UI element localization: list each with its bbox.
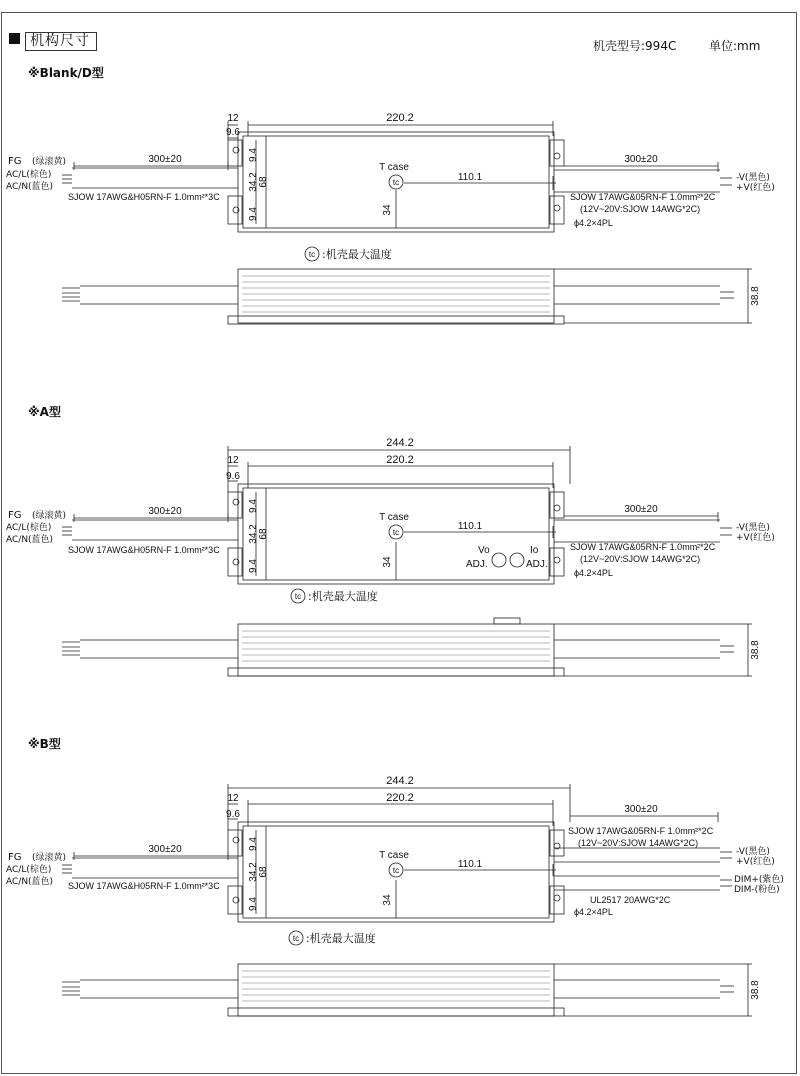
dim-total-length: 244.2 [386, 437, 414, 449]
hole-spec: ϕ4.2×4PL [574, 907, 613, 917]
fg-label: FG [8, 156, 22, 167]
input-cable-spec: SJOW 17AWG&H05RN-F 1.0mm²*3C [68, 192, 220, 202]
dim-12: 12 [227, 455, 239, 466]
io-label: Io [530, 545, 539, 556]
section-title-a: ※A型 [28, 405, 61, 419]
dim-38-8: 38.8 [750, 980, 761, 1000]
tc-label: tc [294, 592, 302, 601]
mount-tab [550, 196, 564, 224]
dim-34-2: 34.2 [248, 524, 259, 544]
dim-12: 12 [227, 793, 239, 804]
dim-body-length: 220.2 [386, 454, 414, 466]
output-cable-spec-2: (12V~20V:SJOW 14AWG*2C) [578, 838, 699, 848]
section-title-b: ※B型 [28, 737, 61, 751]
dim-cable-spec: UL2517 20AWG*2C [590, 895, 671, 905]
dim-34-2: 34.2 [248, 862, 259, 882]
drawing-a [0, 436, 800, 686]
dim-34: 34 [382, 556, 393, 568]
vneg-label: -V(黑色) [736, 173, 770, 183]
dim-9-4: 9.4 [248, 897, 259, 911]
dim-minus-label: DIM-(粉色) [734, 885, 780, 895]
drawing-b [0, 776, 800, 1026]
output-cable-spec-2: (12V~20V:SJOW 14AWG*2C) [580, 554, 701, 564]
output-cable-spec: SJOW 17AWG&05RN-F 1.0mm²*2C [570, 542, 716, 552]
hole-spec: ϕ4.2×4PL [574, 568, 613, 578]
hole-spec: ϕ4.2×4PL [574, 218, 613, 228]
drawing-blank [0, 100, 800, 340]
dim-body-length: 220.2 [386, 112, 414, 124]
dim-68: 68 [258, 176, 269, 188]
mount-tab [228, 196, 242, 224]
fg-label: FG [8, 852, 22, 863]
dim-110-1: 110.1 [457, 859, 483, 870]
vpos-label: +V(红色) [736, 183, 775, 193]
dim-38-8: 38.8 [750, 640, 761, 660]
vo-adjust-knob [492, 553, 506, 567]
dim-plus-label: DIM+(紫色) [734, 875, 784, 885]
heatsink-fins [242, 276, 550, 312]
vneg-label: -V(黑色) [736, 847, 770, 857]
dim-12: 12 [227, 113, 239, 124]
output-cable-spec: SJOW 17AWG&05RN-F 1.0mm²*2C [570, 192, 716, 202]
acl-label: AC/L(棕色) [6, 523, 52, 533]
dim-9-4: 9.4 [248, 837, 259, 851]
dim-38-8: 38.8 [750, 286, 761, 306]
acn-label: AC/N(蓝色) [6, 877, 54, 887]
page-title: 机构尺寸 [25, 32, 97, 51]
dim-cable-output: 300±20 [624, 504, 658, 515]
dim-body-length: 220.2 [386, 792, 414, 804]
tc-note: :机壳最大温度 [308, 590, 378, 603]
section-header [9, 30, 97, 50]
dim-34-2: 34.2 [248, 172, 259, 192]
fg-note: (绿滚黄) [32, 853, 67, 863]
fg-note: (绿滚黄) [32, 157, 67, 167]
dim-cable-input: 300±20 [148, 844, 182, 855]
dim-34: 34 [382, 894, 393, 906]
dim-cable-input: 300±20 [148, 506, 182, 517]
dim-cable-output: 300±20 [624, 154, 658, 165]
input-cable-spec: SJOW 17AWG&H05RN-F 1.0mm²*3C [68, 881, 220, 891]
unit-label: 单位:mm [709, 39, 761, 53]
dim-110-1: 110.1 [457, 521, 483, 532]
square-bullet-icon [9, 33, 20, 44]
acn-label: AC/N(蓝色) [6, 182, 54, 192]
tcase-label: T case [379, 850, 409, 861]
output-cable-spec-2: (12V~20V:SJOW 14AWG*2C) [580, 204, 701, 214]
vo-label: Vo [478, 545, 490, 556]
fg-label: FG [8, 510, 22, 521]
vpos-label: +V(红色) [736, 533, 775, 543]
section-title-blank: ※Blank/D型 [28, 66, 104, 80]
dim-9-4: 9.4 [248, 499, 259, 513]
acl-label: AC/L(棕色) [6, 170, 52, 180]
heatsink-fins [242, 971, 550, 1001]
dim-68: 68 [258, 528, 269, 540]
dim-total-length: 244.2 [386, 776, 414, 787]
dim-34: 34 [382, 204, 393, 216]
dim-cable-output: 300±20 [624, 804, 658, 815]
dim-9-6: 9.6 [226, 809, 240, 820]
fg-note: (绿滚黄) [32, 511, 67, 521]
case-model: 机壳型号:994C [593, 39, 677, 53]
acl-label: AC/L(棕色) [6, 865, 52, 875]
tc-label: tc [308, 250, 316, 259]
dim-cable-input: 300±20 [148, 154, 182, 165]
tcase-label: T case [379, 512, 409, 523]
tc-label: tc [392, 178, 400, 187]
vneg-label: -V(黑色) [736, 523, 770, 533]
tc-label: tc [292, 934, 300, 943]
body-side-outline [238, 269, 554, 323]
input-cable-spec: SJOW 17AWG&H05RN-F 1.0mm²*3C [68, 545, 220, 555]
io-adj-label: ADJ. [526, 559, 548, 570]
dim-9-4: 9.4 [248, 148, 259, 162]
heatsink-fins [242, 631, 550, 661]
io-adjust-knob [510, 553, 524, 567]
tc-label: tc [392, 528, 400, 537]
dim-9-6: 9.6 [226, 127, 240, 138]
dim-68: 68 [258, 866, 269, 878]
dim-110-1: 110.1 [457, 172, 483, 183]
acn-label: AC/N(蓝色) [6, 535, 54, 545]
vo-adj-label: ADJ. [466, 559, 488, 570]
tc-note: :机壳最大温度 [306, 932, 376, 945]
tcase-label: T case [379, 162, 409, 173]
vpos-label: +V(红色) [736, 857, 775, 867]
dim-9-6: 9.6 [226, 471, 240, 482]
dim-9-4: 9.4 [248, 559, 259, 573]
tc-note: :机壳最大温度 [322, 248, 392, 261]
dim-9-4: 9.4 [248, 207, 259, 221]
output-cable-spec: SJOW 17AWG&05RN-F 1.0mm²*2C [568, 826, 714, 836]
tc-label: tc [392, 866, 400, 875]
